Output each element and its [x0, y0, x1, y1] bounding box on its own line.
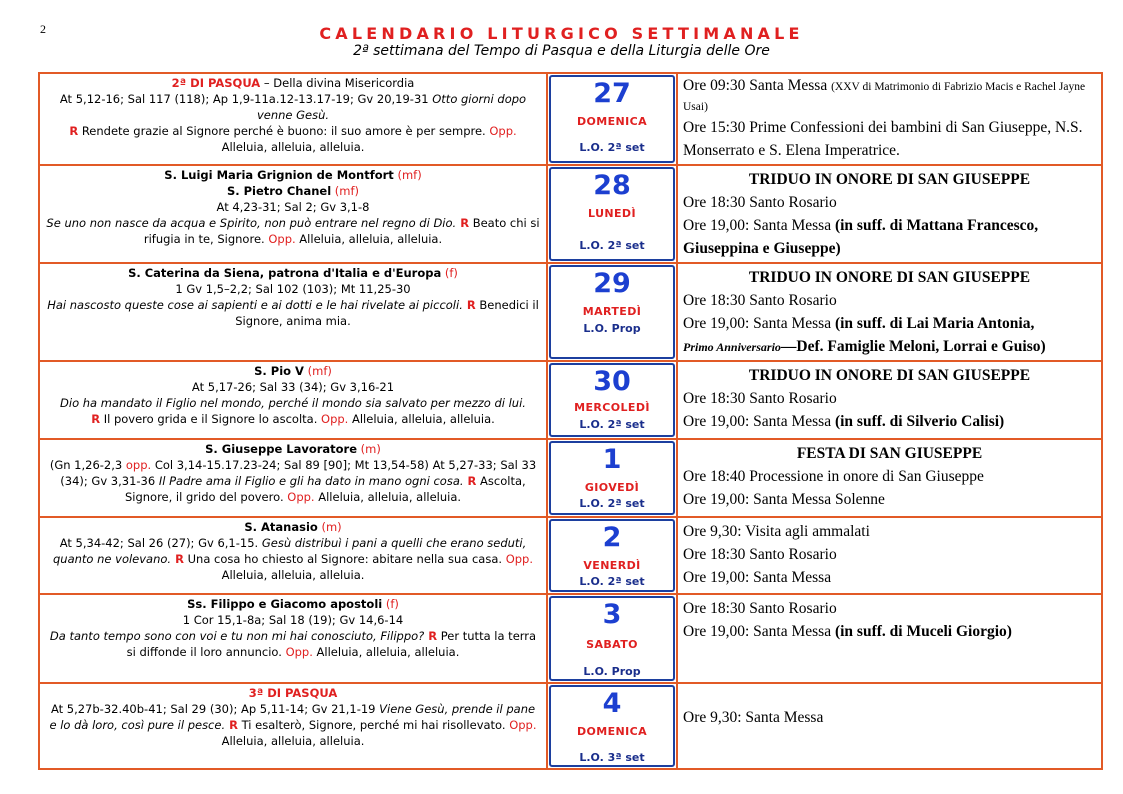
events-cell	[678, 362, 1101, 438]
events-cell	[678, 74, 1101, 164]
liturgy-cell	[40, 518, 546, 593]
alleluia: Alleluia, alleluia, alleluia.	[314, 490, 462, 504]
date-frame	[549, 75, 675, 163]
opp-label: Opp.	[321, 412, 349, 426]
day-name: MARTEDÌ	[582, 305, 642, 318]
events-cell	[678, 166, 1101, 262]
liturgy-hours-week: L.O. Prop	[583, 322, 641, 335]
date-cell	[546, 440, 678, 516]
day-number: 1	[602, 444, 622, 475]
page-subtitle: 2ª settimana del Tempo di Pasqua e della Liturgia delle Ore	[353, 43, 770, 59]
readings: At 5,17-26; Sal 33 (34); Gv 3,16-21	[191, 380, 395, 394]
saint-name: S. Pietro Chanel	[226, 184, 332, 198]
saint-name: S. Pio V	[254, 364, 304, 378]
day-number: 27	[593, 78, 631, 109]
event-heading: FESTA DI SAN GIUSEPPE	[796, 445, 983, 462]
antiphon: Gesù distribuì i pani a quelli che erano seduti, quanto ne volevano.	[53, 536, 527, 566]
liturgy-cell	[40, 362, 546, 438]
response: Ascolta, Signore, il grido del povero.	[124, 474, 526, 504]
opp-label: Opp.	[509, 718, 537, 732]
opp-label: Opp.	[489, 124, 517, 138]
events-cell	[678, 264, 1101, 360]
date-frame	[549, 265, 675, 359]
response-marker: R	[463, 474, 477, 488]
saint-rank: (mf)	[393, 168, 422, 182]
date-cell	[546, 362, 678, 438]
response-marker: R	[456, 216, 470, 230]
event-line: Ore 18:30 Santo Rosario	[683, 390, 837, 407]
antiphon: Il Padre ama il Figlio e gli ha dato in mano ogni cosa.	[158, 474, 464, 488]
response-marker: R	[225, 718, 238, 732]
date-frame	[549, 441, 675, 515]
saint-rank: (f)	[382, 597, 399, 611]
event-line: Ore 09:30 Santa Messa (XXV di Matrimonio di Fabrizio Macis e Rachel Jayne Usai)	[683, 77, 1086, 113]
mass-intention: (in suff. di Muceli Giorgio)	[834, 623, 1012, 640]
saint-name: S. Atanasio	[244, 520, 318, 534]
mass-intention: (in suff. di Mattana Francesco, Giuseppina e Giuseppe)	[683, 217, 1039, 257]
readings: At 5,12-16; Sal 117 (118); Ap 1,9-11a.12-13.17-19; Gv 20,19-31	[59, 92, 433, 106]
liturgy-cell	[40, 74, 546, 164]
liturgy-cell	[40, 166, 546, 262]
alleluia: Alleluia, alleluia, alleluia.	[348, 412, 495, 426]
calendar-row	[40, 166, 1101, 264]
readings: 1 Cor 15,1-8a; Sal 18 (19); Gv 14,6-14	[182, 613, 404, 627]
response: Il povero grida e il Signore lo ascolta.	[100, 412, 322, 426]
events-cell	[678, 684, 1101, 768]
saint-rank: (m)	[317, 520, 342, 534]
opp-label: Opp.	[268, 232, 296, 246]
saint-name: S. Giuseppe Lavoratore	[205, 442, 358, 456]
response: Una cosa ho chiesto al Signore: abitare nella sua casa.	[183, 552, 506, 566]
opp-label: opp.	[125, 458, 152, 472]
feast-title: 3ª DI PASQUA	[248, 686, 338, 700]
antiphon: Dio ha mandato il Figlio nel mondo, perché il mondo sia salvato per mezzo di lui.	[60, 396, 526, 410]
event-line: Ore 19,00: Santa Messa (in suff. di Lai Maria Antonia,	[683, 315, 1035, 332]
page-number: 2	[40, 22, 46, 36]
event-line	[683, 335, 1096, 359]
day-number: 4	[602, 688, 622, 719]
events-cell	[678, 518, 1101, 593]
event-heading: TRIDUO IN ONORE DI SAN GIUSEPPE	[748, 171, 1031, 188]
day-number: 29	[593, 268, 631, 299]
calendar-row	[40, 74, 1101, 166]
day-name: GIOVEDÌ	[584, 481, 640, 494]
calendar-row	[40, 264, 1101, 362]
day-name: DOMENICA	[576, 725, 648, 738]
mass-intention: (in suff. di Lai Maria Antonia,	[834, 315, 1035, 332]
date-cell	[546, 166, 678, 262]
mass-intention: (in suff. di Silverio Calisi)	[834, 413, 1005, 430]
calendar-row	[40, 684, 1101, 768]
event-heading: TRIDUO IN ONORE DI SAN GIUSEPPE	[748, 269, 1031, 286]
readings: At 5,27b-32.40b-41; Sal 29 (30); Ap 5,11-14; Gv 21,1-19	[50, 702, 380, 716]
saint-rank: (mf)	[331, 184, 360, 198]
antiphon: Viene Gesù, prende il pane e lo dà loro, così pure il pesce.	[49, 702, 536, 732]
antiphon: Otto giorni dopo venne Gesù.	[256, 92, 527, 122]
response: Beato chi si rifugia in te, Signore.	[143, 216, 540, 246]
day-name: SABATO	[586, 638, 638, 651]
saint-name: S. Luigi Maria Grignion de Montfort	[164, 168, 394, 182]
day-name: VENERDÌ	[583, 559, 641, 572]
event-line: Ore 18:30 Santo Rosario	[683, 292, 837, 309]
event-line: Ore 18:30 Santo Rosario	[683, 194, 837, 211]
date-cell	[546, 684, 678, 768]
readings: (Gn 1,26-2,3	[49, 458, 126, 472]
calendar-row	[40, 362, 1101, 440]
mass-intention: —Def. Famiglie Meloni, Lorrai e Guiso)	[780, 338, 1046, 355]
feast-subtitle: – Della divina Misericordia	[260, 76, 415, 90]
liturgy-hours-week: L.O. Prop	[583, 665, 641, 678]
date-cell	[546, 264, 678, 360]
response-marker: R	[424, 629, 438, 643]
antiphon: Hai nascosto queste cose ai sapienti e ai dotti e le hai rivelate ai piccoli.	[47, 298, 463, 312]
feast-title: 2ª DI PASQUA	[171, 76, 261, 90]
calendar-table	[38, 72, 1103, 770]
liturgy-hours-week: L.O. 2ª set	[579, 239, 645, 252]
day-number: 3	[602, 599, 622, 630]
date-frame	[549, 167, 675, 261]
opp-label: Opp.	[285, 645, 313, 659]
events-cell	[678, 440, 1101, 516]
event-line: Ore 9,30: Santa Messa	[683, 709, 824, 726]
day-name: LUNEDÌ	[588, 207, 636, 220]
event-line: Ore 9,30: Visita agli ammalati	[683, 523, 870, 540]
event-heading: TRIDUO IN ONORE DI SAN GIUSEPPE	[748, 367, 1031, 384]
event-line: Ore 18:30 Santo Rosario	[683, 600, 837, 617]
events-cell	[678, 595, 1101, 682]
response-marker: R	[171, 552, 184, 566]
response: Benedici il Signore, anima mia.	[235, 298, 539, 328]
saint-rank: (f)	[441, 266, 458, 280]
response-marker: R	[69, 124, 79, 138]
event-line: Ore 19,00: Santa Messa (in suff. di Silverio Calisi)	[683, 413, 1005, 430]
alleluia: Alleluia, alleluia, alleluia.	[295, 232, 443, 246]
calendar-row	[40, 440, 1101, 518]
opp-label: Opp.	[505, 552, 533, 566]
date-frame	[549, 685, 675, 767]
opp-label: Opp.	[287, 490, 315, 504]
alleluia: Alleluia, alleluia, alleluia.	[221, 568, 365, 582]
event-line: Ore 15:30 Prime Confessioni dei bambini di San Giuseppe, N.S. Monserrato e S. Elena Imperatrice.	[683, 119, 1083, 159]
saint-name: Ss. Filippo e Giacomo apostoli	[187, 597, 383, 611]
liturgy-cell	[40, 684, 546, 768]
saint-name: S. Caterina da Siena, patrona d'Italia e d'Europa	[128, 266, 442, 280]
day-number: 30	[593, 366, 631, 397]
alleluia: Alleluia, alleluia, alleluia.	[312, 645, 460, 659]
day-number: 28	[593, 170, 631, 201]
date-frame	[549, 363, 675, 437]
antiphon: Da tanto tempo sono con voi e tu non mi hai conosciuto, Filippo?	[49, 629, 425, 643]
antiphon: Se uno non nasce da acqua e Spirito, non può entrare nel regno di Dio.	[46, 216, 457, 230]
response-marker: R	[462, 298, 476, 312]
alleluia: Alleluia, alleluia, alleluia.	[221, 734, 365, 748]
response: Per tutta la terra si diffonde il loro annuncio.	[126, 629, 537, 659]
date-cell	[546, 74, 678, 164]
liturgy-hours-week: L.O. 2ª set	[579, 418, 645, 431]
calendar-row	[40, 595, 1101, 684]
readings: 1 Gv 1,5–2,2; Sal 102 (103); Mt 11,25-30	[175, 282, 411, 296]
event-line: Ore 18:30 Santo Rosario	[683, 546, 837, 563]
anniversary-note: Primo Anniversario	[683, 340, 781, 354]
date-cell	[546, 518, 678, 593]
day-number: 2	[602, 522, 622, 553]
day-name: MERCOLEDÌ	[574, 401, 650, 414]
readings: Col 3,14-15.17.23-24; Sal 89 [90]; Mt 13,54-58) At 5,27-33; Sal 33 (34); Gv 3,31-36	[60, 458, 537, 488]
liturgy-hours-week: L.O. 2ª set	[579, 575, 645, 588]
calendar-row	[40, 518, 1101, 595]
event-line: Ore 19,00: Santa Messa (in suff. di Muceli Giorgio)	[683, 623, 1012, 640]
liturgy-cell	[40, 440, 546, 516]
day-name: DOMENICA	[576, 115, 648, 128]
response-marker: R	[91, 412, 101, 426]
event-line: Ore 19,00: Santa Messa Solenne	[683, 491, 885, 508]
event-line: Ore 18:40 Processione in onore di San Giuseppe	[683, 468, 984, 485]
event-line: Ore 19,00: Santa Messa	[683, 569, 832, 586]
response: Rendete grazie al Signore perché è buono: il suo amore è per sempre.	[78, 124, 490, 138]
liturgy-hours-week: L.O. 3ª set	[579, 751, 645, 764]
readings: At 5,34-42; Sal 26 (27); Gv 6,1-15.	[59, 536, 262, 550]
liturgy-hours-week: L.O. 2ª set	[579, 141, 645, 154]
event-note: (XXV di Matrimonio di Fabrizio Macis e Rachel Jayne Usai)	[683, 81, 1086, 113]
date-cell	[546, 595, 678, 682]
saint-rank: (mf)	[303, 364, 332, 378]
saint-rank: (m)	[357, 442, 381, 456]
date-frame	[549, 596, 675, 681]
liturgy-cell	[40, 595, 546, 682]
response: Ti esalterò, Signore, perché mi hai risollevato.	[237, 718, 510, 732]
date-frame	[549, 519, 675, 592]
liturgy-cell	[40, 264, 546, 360]
event-line: Ore 19,00: Santa Messa (in suff. di Mattana Francesco, Giuseppina e Giuseppe)	[683, 217, 1039, 257]
liturgy-hours-week: L.O. 2ª set	[579, 497, 645, 510]
alleluia: Alleluia, alleluia, alleluia.	[221, 140, 365, 154]
readings: At 4,23-31; Sal 2; Gv 3,1-8	[216, 200, 370, 214]
page-title: CALENDARIO LITURGICO SETTIMANALE	[319, 24, 804, 43]
